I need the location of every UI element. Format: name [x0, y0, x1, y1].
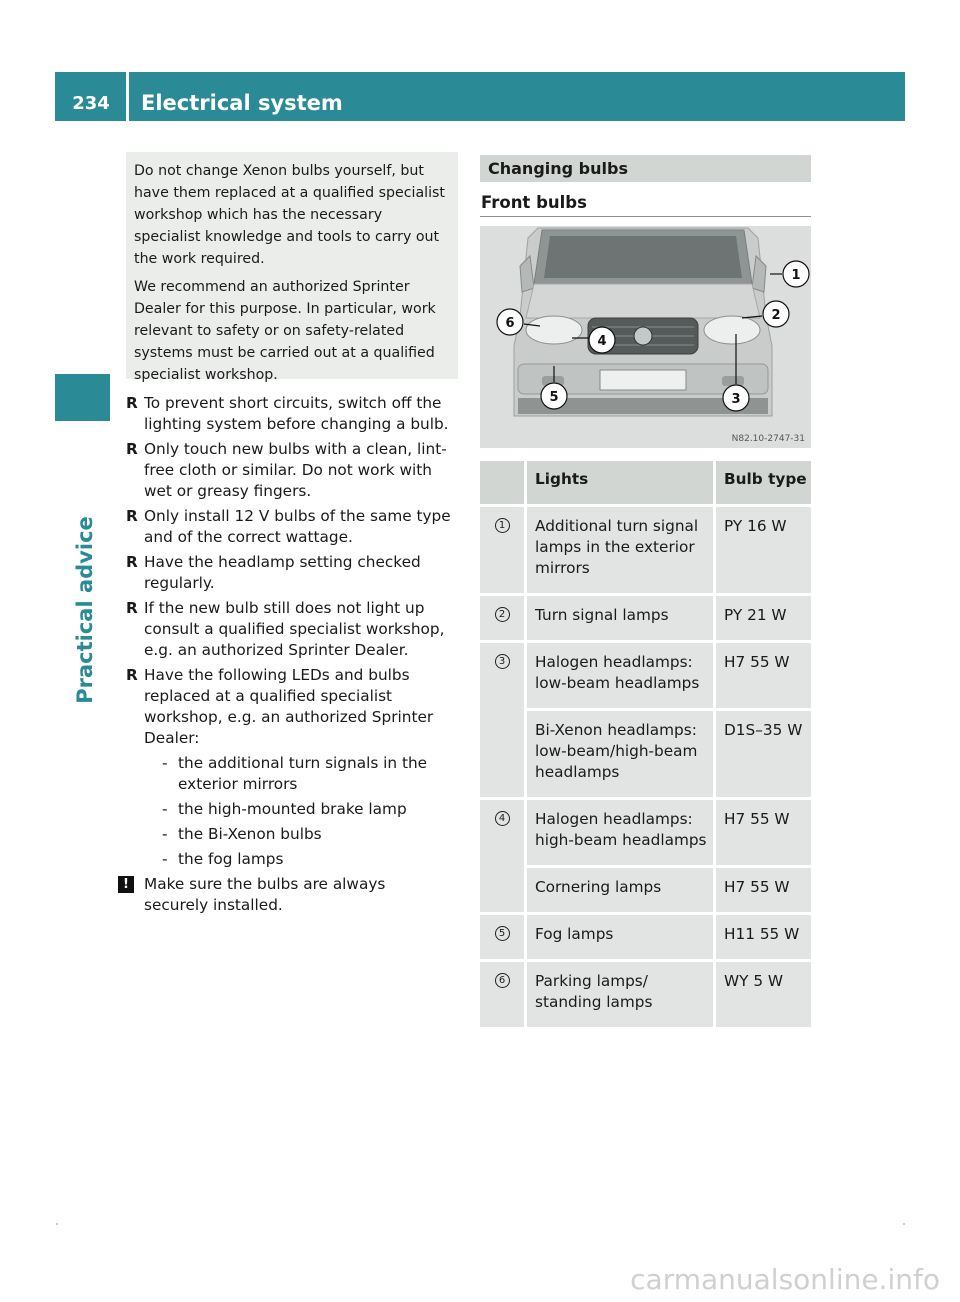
table-row — [480, 596, 811, 643]
header-divider — [126, 72, 129, 121]
sub-item-text: the Bi-Xenon bulbs — [178, 825, 322, 843]
table-cell-bulb: H7 55 W — [716, 643, 811, 711]
table-row — [480, 711, 811, 800]
list-item-text: Only touch new bulbs with a clean, lint-free cloth or similar. Do not work with wet or greasy fingers. — [144, 440, 447, 500]
sub-heading: Front bulbs — [481, 193, 587, 212]
side-tab-marker — [55, 374, 110, 421]
list-item — [126, 506, 462, 548]
bullet-mark: R — [126, 394, 138, 412]
table-cell-light: Cornering lamps — [527, 868, 716, 915]
dash-mark: - — [162, 850, 168, 868]
van-front-drawing — [480, 226, 811, 448]
table-header-row — [480, 461, 811, 507]
instruction-list — [123, 393, 462, 916]
svg-text:5: 5 — [549, 390, 559, 405]
svg-text:3: 3 — [731, 392, 741, 407]
table-cell-bulb: H7 55 W — [716, 868, 811, 915]
list-item — [126, 439, 462, 502]
bullet-mark: R — [126, 507, 138, 525]
section-heading: Changing bulbs — [480, 155, 811, 182]
warning-icon: ! — [118, 876, 134, 893]
list-item-text: Have the headlamp setting checked regularly. — [144, 553, 421, 592]
dash-mark: - — [162, 825, 168, 843]
list-item — [126, 552, 462, 594]
table-row — [480, 915, 811, 962]
table-cell-bulb: H11 55 W — [716, 915, 811, 962]
table-cell-light: Parking lamps/ standing lamps — [527, 962, 716, 1030]
watermark: carmanualsonline.info — [630, 1263, 940, 1296]
sub-list-item — [144, 799, 462, 820]
table-cell-light: Fog lamps — [527, 915, 716, 962]
svg-text:6: 6 — [505, 316, 515, 331]
callout-number: 4 — [495, 811, 510, 826]
bullet-mark: R — [126, 666, 138, 684]
note-box — [126, 152, 458, 383]
table-row — [480, 507, 811, 596]
list-item-text: If the new bulb still does not light up consult a qualified specialist workshop, e.g. an authorized Sprinter Dealer. — [144, 599, 445, 659]
sub-item-text: the high-mounted brake lamp — [178, 800, 407, 818]
svg-text:1: 1 — [791, 268, 801, 283]
table-cell-bulb: H7 55 W — [716, 800, 811, 868]
sub-item-text: the fog lamps — [178, 850, 284, 868]
table-cell-light: Additional turn signal lamps in the exterior mirrors — [527, 507, 716, 596]
table-cell-light: Halogen headlamps: high-beam headlamps — [527, 800, 716, 868]
list-item-text: Have the following LEDs and bulbs replaced at a qualified specialist workshop, e.g. an authorized Sprinter Dealer: — [144, 666, 434, 747]
callout-number: 3 — [495, 654, 510, 669]
table-header-num — [480, 461, 527, 507]
table-cell-bulb: D1S–35 W — [716, 711, 811, 800]
sub-list — [144, 753, 462, 870]
warning-text: Make sure the bulbs are always securely installed. — [144, 875, 386, 914]
table-header-bulb: Bulb type — [716, 461, 811, 507]
note-paragraph-1: Do not change Xenon bulbs yourself, but have them replaced at a qualified specialist workshop which has the necessary specialist knowledge and tools to carry out the work required. — [134, 163, 445, 267]
dash-mark: - — [162, 800, 168, 818]
table-cell-light: Turn signal lamps — [527, 596, 716, 643]
sub-item-text: the additional turn signals in the exterior mirrors — [178, 754, 428, 793]
sub-list-item — [144, 849, 462, 870]
table-cell-bulb: PY 21 W — [716, 596, 811, 643]
sub-list-item — [144, 753, 462, 795]
van-front-illustration — [480, 226, 811, 448]
table-row — [480, 962, 811, 1030]
figure-code: N82.10-2747-31 — [731, 434, 805, 444]
callout-number: 2 — [495, 607, 510, 622]
table-cell-light: Halogen headlamps: low-beam headlamps — [527, 643, 716, 711]
dash-mark: - — [162, 754, 168, 772]
sub-list-item — [144, 824, 462, 845]
footer-mark — [56, 1223, 58, 1225]
list-item — [126, 665, 462, 870]
table-header-lights: Lights — [527, 461, 716, 507]
section-title: Electrical system — [141, 91, 343, 115]
list-item — [126, 598, 462, 661]
heading-rule — [480, 216, 811, 217]
svg-text:4: 4 — [597, 334, 607, 349]
callout-number: 5 — [495, 926, 510, 941]
bulb-table — [480, 461, 811, 1030]
table-cell-bulb: WY 5 W — [716, 962, 811, 1030]
table-cell-light: Bi-Xenon headlamps: low-beam/high-beam headlamps — [527, 711, 716, 800]
bullet-mark: R — [126, 440, 138, 458]
list-item — [126, 393, 462, 435]
callout-number: 6 — [495, 973, 510, 988]
bullet-mark: R — [126, 599, 138, 617]
footer-mark — [903, 1223, 905, 1225]
bullet-mark: R — [126, 553, 138, 571]
table-cell-bulb: PY 16 W — [716, 507, 811, 596]
table-row — [480, 868, 811, 915]
list-item-text: Only install 12 V bulbs of the same type and of the correct wattage. — [144, 507, 451, 546]
svg-text:2: 2 — [771, 308, 781, 323]
warning-note — [118, 874, 454, 916]
table-row — [480, 643, 811, 711]
table-row — [480, 800, 811, 868]
list-item-text: To prevent short circuits, switch off the lighting system before changing a bulb. — [144, 394, 449, 433]
side-tab-label: Practical advice — [73, 516, 97, 704]
callout-number: 1 — [495, 518, 510, 533]
note-paragraph-2: We recommend an authorized Sprinter Dealer for this purpose. In particular, work relevant to safety or on safety-related systems must be carried out at a qualified specialist workshop. — [134, 279, 436, 383]
page-number: 234 — [72, 93, 110, 114]
